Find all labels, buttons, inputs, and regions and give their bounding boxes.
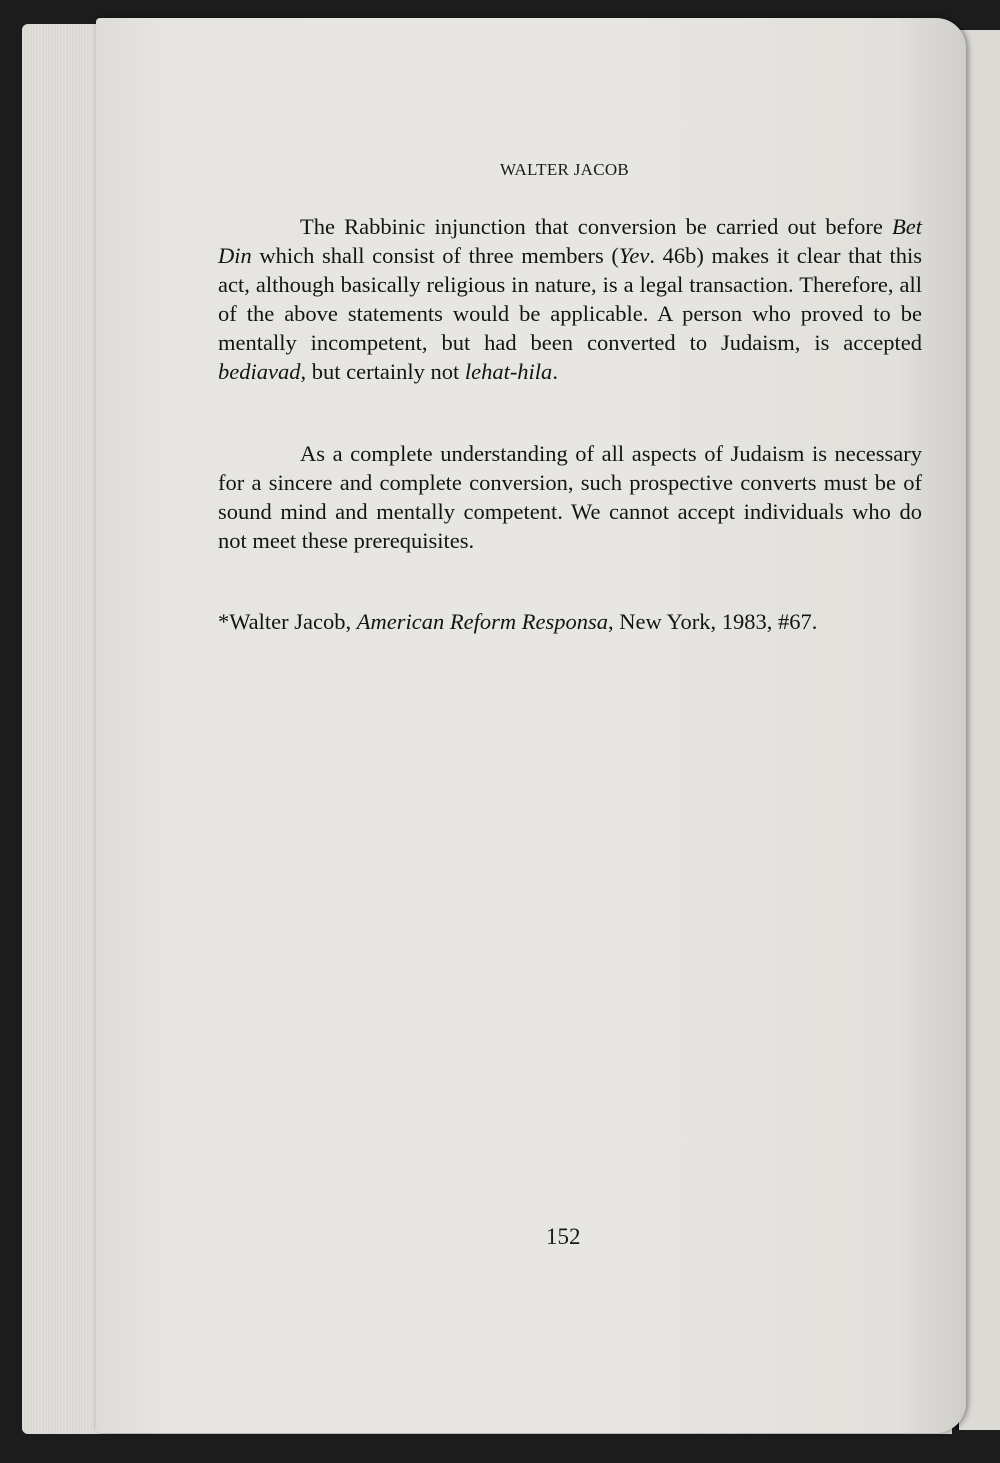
reference-yev: Yev	[618, 243, 650, 268]
term-bet-din: Bet Din	[218, 214, 922, 268]
body-paragraph-1	[218, 212, 922, 386]
page-number: 152	[546, 1224, 581, 1249]
term-bediavad: bediavad	[218, 359, 301, 384]
source-citation	[218, 607, 922, 636]
paragraph-text: . 46b) makes it clear that this act, although basically religious in nature, is a legal transaction. Therefore, all of the above statements would be applicable. A person who proved to be mentally incompetent, but had been converted to Judaism, is accepted	[218, 243, 922, 355]
running-head: WALTER JACOB	[500, 160, 630, 179]
paragraph-text: .	[552, 359, 558, 384]
paragraph-text: The Rabbinic injunction that conversion be carried out before	[300, 214, 893, 239]
citation-details: , New York, 1983, #67.	[607, 609, 818, 634]
body-paragraph-2	[218, 439, 922, 555]
paragraph-text: As a complete understanding of all aspects of Judaism is necessary for a sincere and complete conversion, such prospective converts must be of sound mind and mentally competent. We cannot accept individuals who do not meet these prerequisites.	[218, 441, 922, 553]
term-lehat-hila: lehat-hila	[464, 359, 553, 384]
citation-title: American Reform Responsa	[356, 609, 608, 634]
citation-author: *Walter Jacob,	[218, 609, 357, 634]
paragraph-text: which shall consist of three members (	[251, 243, 619, 268]
paragraph-text: , but certainly not	[300, 359, 465, 384]
